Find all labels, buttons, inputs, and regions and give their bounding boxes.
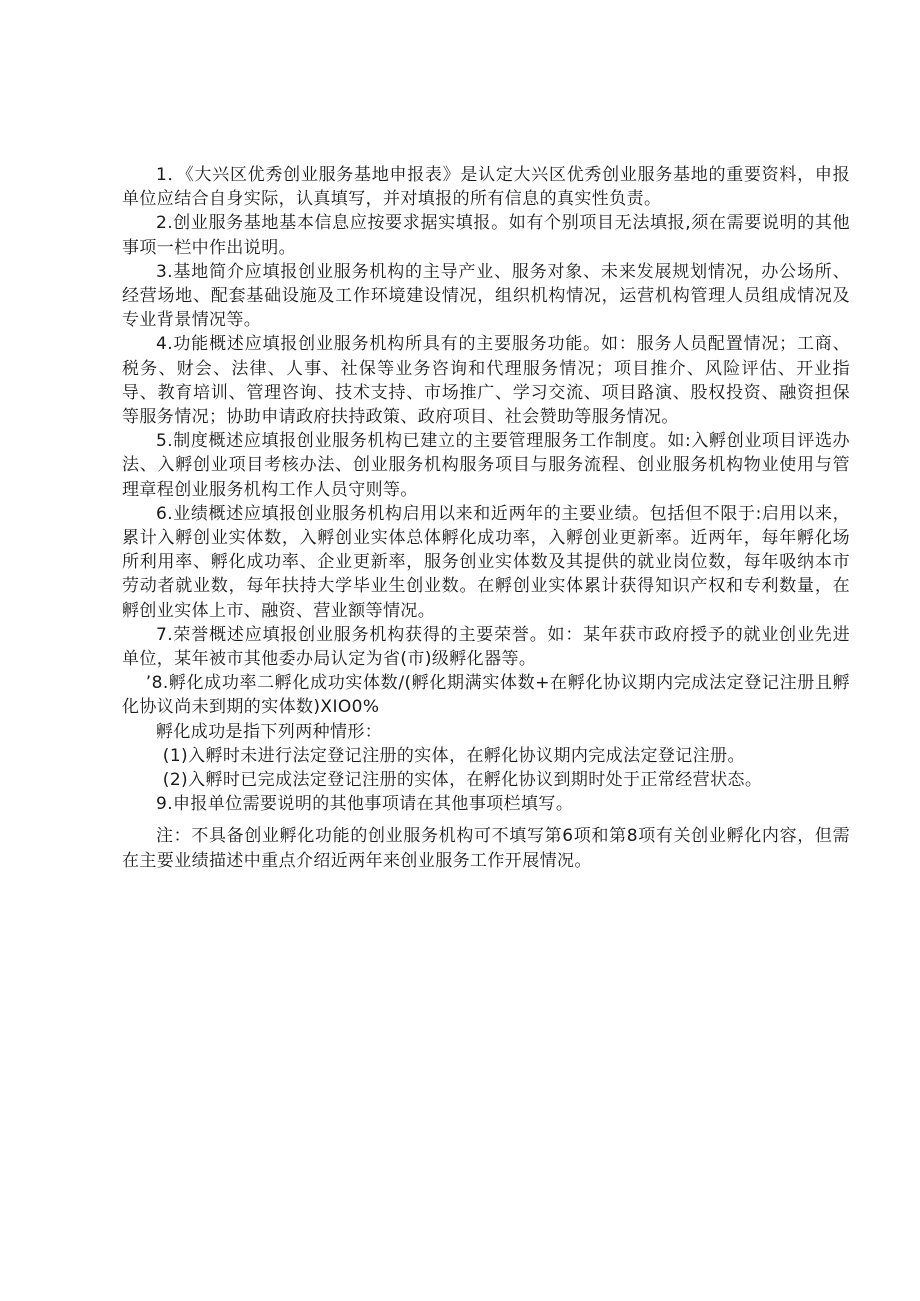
instruction-item-8-formula: ’8.孵化成功率二孵化成功实体数/(孵化期满实体数+在孵化协议期内完成法定登记注册且孵化协议尚未到期的实体数)XIO0% — [122, 673, 850, 718]
instruction-item-3: 3.基地简介应填报创业服务机构的主导产业、服务对象、未来发展规划情况，办公场所、经营场地、配套基础设施及工作环境建设情况，组织机构情况，运营机构管理人员组成情况及专业背景情况等。 — [122, 261, 850, 331]
instruction-item-9: 9.申报单位需要说明的其他事项请在其他事项栏填写。 — [156, 794, 574, 815]
instructions-body — [122, 163, 850, 873]
instruction-item-1: 1．《大兴区优秀创业服务基地申报表》是认定大兴区优秀创业服务基地的重要资料，申报单位应结合自身实际，认真填写，并对填报的所有信息的真实性负责。 — [122, 165, 850, 210]
instruction-item-2: 2.创业服务基地基本信息应按要求据实填报。如有个别项目无法填报,须在需要说明的其他事项一栏中作出说明。 — [122, 213, 850, 258]
footnote: 注：不具备创业孵化功能的创业服务机构可不填写第6项和第8项有关创业孵化内容，但需在主要业绩描述中重点介绍近两年来创业服务工作开展情况。 — [122, 826, 850, 871]
instruction-item-7: 7.荣誉概述应填报创业服务机构获得的主要荣誉。如：某年获市政府授予的就业创业先进单位，某年被市其他委办局认定为省(市)级孵化器等。 — [122, 624, 850, 670]
instruction-item-4: 4.功能概述应填报创业服务机构所具有的主要服务功能。如：服务人员配置情况；工商、税务、财会、法律、人事、社保等业务咨询和代理服务情况；项目推介、风险评估、开业指导、教育培训、管理咨询、技术支持、市场推广、学习交流、项目路演、股权投资、融资担保等服务情况；协助申请政府扶持政策、政府项目、社会赞助等服务情况。 — [122, 334, 850, 428]
instruction-item-5: 5.制度概述应填报创业服务机构已建立的主要管理服务工作制度。如:入孵创业项目评选办法、入孵创业项目考核办法、创业服务机构服务项目与服务流程、创业服务机构物业使用与管理章程创业服务机构工作人员守则等。 — [122, 431, 850, 500]
incubation-success-definition: 孵化成功是指下列两种情形： — [156, 721, 383, 742]
incubation-case-2: (2)入孵时已完成法定登记注册的实体，在孵化协议到期时处于正常经营状态。 — [162, 770, 763, 791]
instruction-item-6: 6.业绩概述应填报创业服务机构启用以来和近两年的主要业绩。包括但不限于:启用以来，累计入孵创业实体数，入孵创业实体总体孵化成功率，入孵创业更新率。近两年，每年孵化场所利用率、孵化成功率、企业更新率，服务创业实体数及其提供的就业岗位数，每年吸纳本市劳动者就业数，每年扶持大学毕业生创业数。在孵创业实体累计获得知识产权和专利数量，在孵创业实体上市、融资、营业额等情况。 — [122, 503, 850, 621]
incubation-case-1: (1)入孵时未进行法定登记注册的实体，在孵化协议期内完成法定登记注册。 — [162, 745, 745, 766]
